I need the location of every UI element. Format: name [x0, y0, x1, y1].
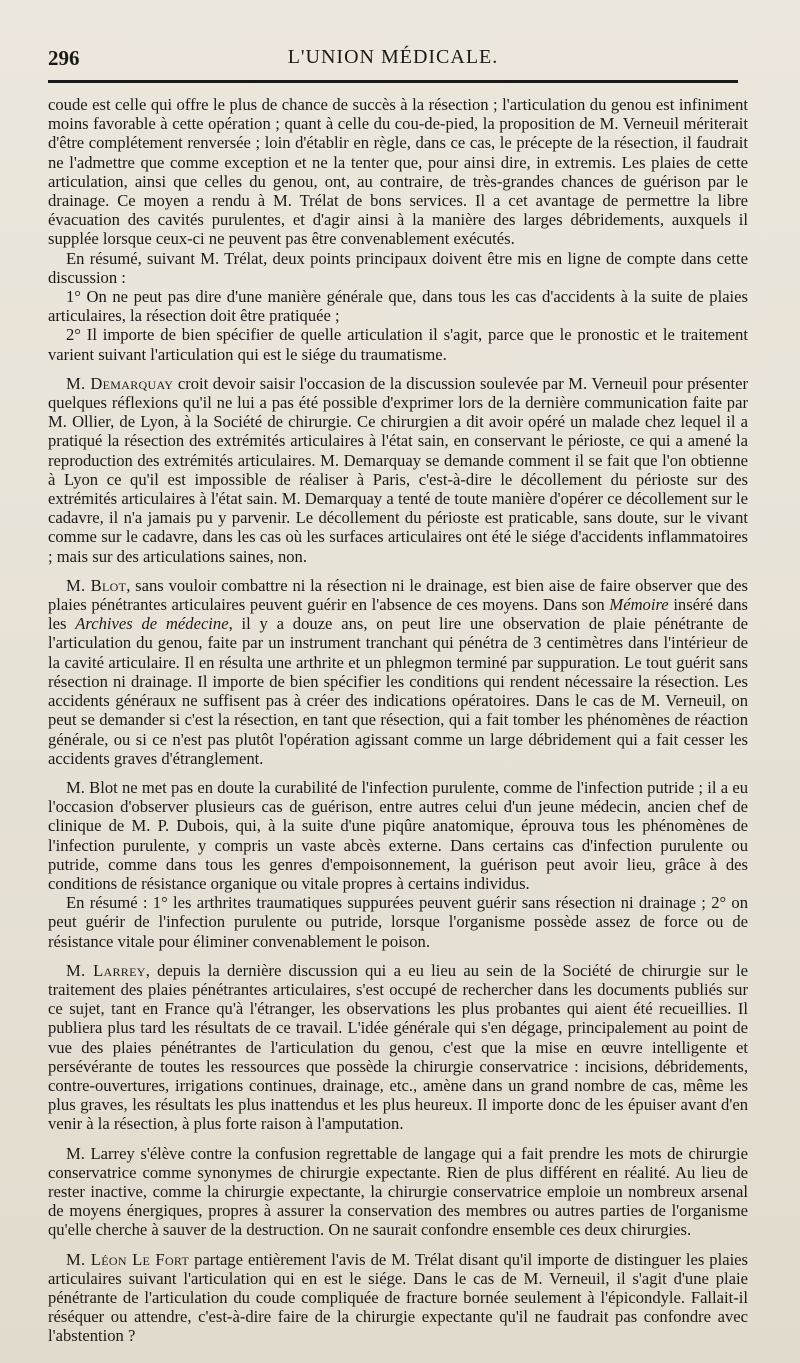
paragraph-larrey-confusion: M. Larrey s'élève contre la confusion regrettable de langage qui a fait prendre les mots de chirurgie conservatrice comme synonymes de chirurgie expectante. Rien de plus différent en réalité. Au lieu de rester inactive, comme la chirurgie expectante, la chirurgie conservatrice emploie un nombreux arsenal de moyens énergiques, propres à assurer la conservation des membres ou autres parties de l'organisme qu'elle cherche à sauver de la destruction. On ne saurait confondre ensemble ces deux chirurgies. [48, 1143, 748, 1240]
article-body [48, 95, 748, 1346]
italic-title: Archives de médecine [75, 614, 229, 634]
paragraph-text: croit devoir saisir l'occasion de la discussion soulevée par M. Verneuil pour présenter quelques réflexions qu'il ne lui a pas été possible d'exprimer lors de la dernière communication faite par M. Ollier, de Lyon, à la Société de chirurgie. Ce chirurgien a dit avoir opéré un malade chez lequel il a pratiqué la résection des extrémités articulaires à l'état sain, en conservant le périoste, ce qui a amené la reproduction des extrémités articulaires. M. Demarquay se demande comment il se fait que l'on obtienne à Lyon ce qu'il est impossible de réaliser à Paris, c'est-à-dire le décollement du périoste sur des extrémités articulaires à l'état sain. M. Demarquay a tenté de toute manière d'opérer ce décollement sur le cadavre, il n'a jamais pu y parvenir. Le décollement du périoste est praticable, sans doute, sur le vivant comme sur le cadavre, dans les cas où les surfaces articulaires ont été le siége d'accidents inflammatoires ; mais sur des articulations saines, non. [48, 373, 748, 566]
paragraph-text: , depuis la dernière discussion qui a eu lieu au sein de la Société de chirurgie sur le traitement des plaies pénétrantes articulaires, s'est occupé de rechercher dans les documents publiés sur ce sujet, tant en France qu'à l'étranger, les observations les plus probantes qui aient été recueillies. Il publiera plus tard les résultats de ce travail. L'idée générale qui s'en dégage, principalement au point de vue des plaies pénétrantes de l'articulation du genou, c'est que la mise en œuvre intelligente et persévérante de toutes les ressources que possède la chirurgie conservatrice : incisions, débridements, contre-ouvertures, irrigations continues, drainage, etc., amène dans un grand nombre de cas, même les plus graves, les résultats les plus inattendus et les plus heureux. Il importe donc de les épuiser avant d'en venir à la résection, à plus forte raison à l'amputation. [48, 960, 748, 1134]
paragraph-text: partage entièrement l'avis de M. Trélat disant qu'il importe de distinguer les plaies articulaires suivant l'articulation qui en est le siége. Dans le cas de M. Verneuil, il s'agit d'une plaie pénétrante de l'articulation du coude compliquée de fracture bornée seulement à l'épicondyle. Fallait-il réséquer ou attendre, c'est-à-dire faire de la chirurgie expectante qu'il ne faudrait pas confondre avec l'abstention ? [48, 1249, 749, 1346]
paragraph-summary-trelat: En résumé, suivant M. Trélat, deux points principaux doivent être mis en ligne de compte dans cette discussion : [48, 248, 748, 287]
paragraph-blot [48, 576, 748, 768]
paragraph-demarquay [48, 374, 748, 566]
paragraph-point-2: 2° Il importe de bien spécifier de quelle articulation il s'agit, parce que le pronostic et le traitement varient suivant l'articulation qui est le siége du traumatisme. [48, 325, 748, 364]
page-number: 296 [48, 46, 80, 70]
italic-title: Mémoire [609, 595, 669, 615]
paragraph-text: inséré dans les [48, 595, 748, 634]
speaker-name: M. Léon Le Fort [66, 1249, 190, 1269]
paragraph-blot-infection: M. Blot ne met pas en doute la curabilité de l'infection purulente, comme de l'infection putride ; il a eu l'occasion d'observer plusieurs cas de guérison, entre autres celui d'un jeune médecin, ancien chef de clinique de M. P. Dubois, qui, à la suite d'une piqûre anatomique, éprouva tous les phénomènes de l'infection purulente, y compris un vaste abcès externe. Dans certains cas d'infection purulente ou putride, comme dans tous les genres d'empoisonnement, la guérison peut avoir lieu, grâce à des conditions de résistance organique ou vitale propres à certains individus. [48, 777, 748, 893]
speaker-name: M. Demarquay [66, 373, 174, 393]
paragraph-text: , sans vouloir combattre ni la résection ni le drainage, est bien aise de faire observer que des plaies pénétrantes articulaires peuvent guérir en l'absence de ces moyens. Dans son [48, 575, 748, 615]
page-header [48, 0, 738, 76]
header-rule [48, 80, 738, 83]
paragraph-text: , il y a douze ans, on peut lire une observation de plaie pénétrante de l'articulation du genou, faite par un instrument tranchant qui pénétra de 3 centimètres dans l'intérieur de la cavité articulaire. Il en résulta une arthrite et un phlegmon terminé par suppuration. Le tout guérit sans résection ni drainage. Il importe de bien spécifier les conditions qui rendent nécessaire la résection. Les accidents généraux ne suffisent pas à créer des indications opératoires. Dans le cas de M. Verneuil, on peut se demander si c'est la résection, en tant que résection, qui a fait tomber les phénomènes de réaction générale, ou si ce n'est pas plutôt l'opération agissant comme un large débridement qui a fait cesser les accidents graves d'étranglement. [48, 614, 748, 768]
speaker-name: M. Larrey [66, 960, 146, 980]
paragraph-larrey [48, 961, 748, 1134]
paragraph-point-1: 1° On ne peut pas dire d'une manière générale que, dans tous les cas d'accidents à la suite de plaies articulaires, la résection doit être pratiquée ; [48, 287, 748, 326]
speaker-name: M. Blot [66, 575, 127, 595]
paragraph-continuation: coude est celle qui offre le plus de chance de succès à la résection ; l'articulation du genou est infiniment moins favorable à cette opération ; quant à celle du cou-de-pied, la proposition de M. Verneuil mériterait d'être complétement renversée ; loin d'établir en règle, dans ce cas, le précepte de la résection, il faudrait ne l'admettre que comme exception et ne la tenter que, pour ainsi dire, in extremis. Les plaies de cette articulation, ainsi que celles du genou, ont, au contraire, de très-grandes chances de guérison par le drainage. Ce moyen a rendu à M. Trélat de bons services. Il a cet avantage de permettre la libre évacuation des cavités purulentes, et d'agir ainsi à la manière des larges débridements, auxquels il supplée lorsque ceux-ci ne peuvent pas être convenablement exécutés. [48, 95, 748, 249]
running-title: L'UNION MÉDICALE. [287, 46, 499, 68]
paragraph-le-fort [48, 1250, 748, 1346]
paragraph-blot-summary: En résumé : 1° les arthrites traumatiques suppurées peuvent guérir sans résection ni drainage ; 2° on peut guérir de l'infection purulente ou putride, lorsque l'organisme possède assez de force ou de résistance vitale pour éliminer convenablement le poison. [48, 893, 748, 951]
